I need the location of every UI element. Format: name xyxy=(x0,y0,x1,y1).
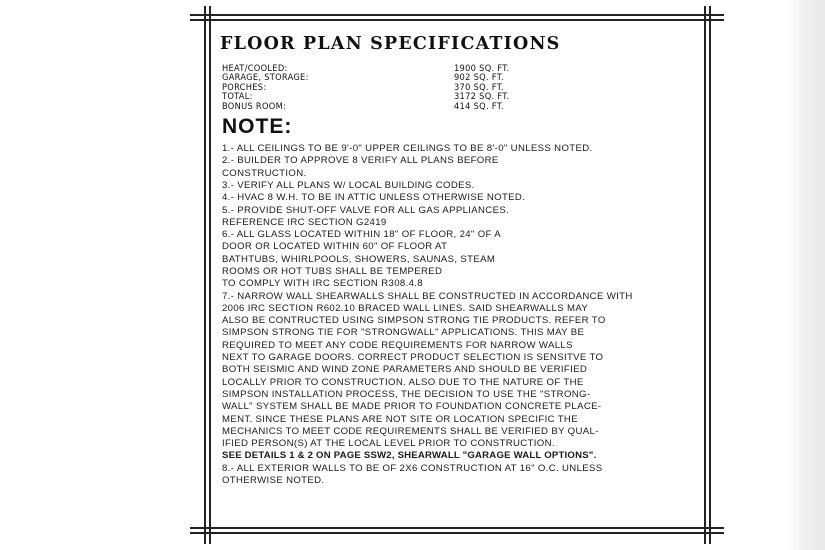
note-line: 8.- ALL EXTERIOR WALLS TO BE OF 2X6 CONSTRUCTION AT 16" O.C. UNLESS xyxy=(222,462,603,474)
area-spec-table xyxy=(222,64,509,111)
note-line: SIMPSON INSTALLATION PROCESS, THE DECISION TO USE THE "STRONG- xyxy=(222,388,591,400)
spec-value: 902 SQ. FT. xyxy=(454,72,504,84)
note-line: 6.- ALL GLASS LOCATED WITHIN 18" OF FLOOR, 24" OF A xyxy=(222,229,501,241)
note-line: ROOMS OR HOT TUBS SHALL BE TEMPERED xyxy=(222,266,443,277)
note-line: SIMPSON STRONG TIE FOR "STRONGWALL" APPLICATIONS. THIS MAY BE xyxy=(222,327,585,339)
frame-top-outer xyxy=(190,14,724,16)
spec-row xyxy=(222,102,509,111)
frame-right-inner xyxy=(704,6,706,544)
frame-top-inner xyxy=(190,19,724,21)
sheet-content xyxy=(220,30,704,487)
note-heading: NOTE: xyxy=(222,115,293,139)
note-line: WALL" SYSTEM SHALL BE MADE PRIOR TO FOUNDATION CONCRETE PLACE- xyxy=(222,401,602,413)
note-line: MENT. SINCE THESE PLANS ARE NOT SITE OR LOCATION SPECIFIC THE xyxy=(222,413,578,425)
note-line: DOOR OR LOCATED WITHIN 60" OF FLOOR AT xyxy=(222,241,448,253)
spec-label: HEAT/COOLED: xyxy=(222,63,288,74)
note-line: 1.- ALL CEILINGS TO BE 9'-0" UPPER CEILINGS TO BE 8'-0" UNLESS NOTED. xyxy=(222,143,593,155)
spec-label: GARAGE, STORAGE: xyxy=(222,72,309,84)
note-line: BATHTUBS, WHIRLPOOLS, SHOWERS, SAUNAS, STEAM xyxy=(222,253,496,265)
spec-value: 3172 SQ. FT. xyxy=(454,91,510,103)
note-line: ALSO BE CONTRUCTED USING SIMPSON STRONG TIE PRODUCTS. REFER TO xyxy=(222,315,606,327)
note-line: 4.- HVAC 8 W.H. TO BE IN ATTIC UNLESS OTHERWISE NOTED. xyxy=(222,192,526,204)
note-line: TO COMPLY WITH IRC SECTION R308.4.8 xyxy=(222,278,423,290)
scan-edge-shadow xyxy=(787,0,825,550)
page-title: FLOOR PLAN SPECIFICATIONS xyxy=(220,34,561,54)
frame-bottom-outer xyxy=(190,532,724,534)
note-line: LOCALLY PRIOR TO CONSTRUCTION. ALSO DUE TO THE NATURE OF THE xyxy=(222,376,584,388)
frame-bottom-inner xyxy=(190,527,724,529)
note-reference-line: SEE DETAILS 1 & 2 ON PAGE SSW2, SHEARWALL "GARAGE WALL OPTIONS". xyxy=(222,450,597,462)
spec-sheet xyxy=(196,6,718,544)
note-line: REFERENCE IRC SECTION G2419 xyxy=(222,216,387,228)
frame-left-inner xyxy=(209,6,211,544)
spec-label: BONUS ROOM: xyxy=(222,100,287,112)
note-line: IFIED PERSON(S) AT THE LOCAL LEVEL PRIOR TO CONSTRUCTION. xyxy=(222,438,555,450)
note-line: 3.- VERIFY ALL PLANS W/ LOCAL BUILDING CODES. xyxy=(222,179,475,191)
spec-value: 414 SQ. FT. xyxy=(454,100,504,112)
note-line: OTHERWISE NOTED. xyxy=(222,475,325,487)
spec-value: 370 SQ. FT. xyxy=(454,81,504,93)
note-line: BOTH SEISMIC AND WIND ZONE PARAMETERS AND SHOULD BE VERIFIED xyxy=(222,364,588,376)
note-line: 2006 IRC SECTION R602.10 BRACED WALL LINES. SAID SHEARWALLS MAY xyxy=(222,302,589,314)
notes-list xyxy=(222,143,704,487)
note-line: 7.- NARROW WALL SHEARWALLS SHALL BE CONSTRUCTED IN ACCORDANCE WITH xyxy=(222,290,633,302)
note-line: REQUIRED TO MEET ANY CODE REQUIREMENTS FOR NARROW WALLS xyxy=(222,339,573,351)
spec-label: TOTAL: xyxy=(222,91,253,103)
note-line: NEXT TO GARAGE DOORS. CORRECT PRODUCT SELECTION IS SENSITVE TO xyxy=(222,352,604,364)
spec-label: PORCHES: xyxy=(222,81,267,93)
note-line: MECHANICS TO MEET CODE REQUIREMENTS SHALL BE VERIFIED BY QUAL- xyxy=(222,425,599,437)
frame-right-outer xyxy=(709,6,711,544)
note-line: 2.- BUILDER TO APPROVE 8 VERIFY ALL PLANS BEFORE xyxy=(222,155,499,167)
frame-left-outer xyxy=(204,6,206,544)
note-line: CONSTRUCTION. xyxy=(222,167,307,179)
note-line: 5.- PROVIDE SHUT-OFF VALVE FOR ALL GAS APPLIANCES. xyxy=(222,204,510,216)
spec-value: 1900 SQ. FT. xyxy=(454,63,510,74)
